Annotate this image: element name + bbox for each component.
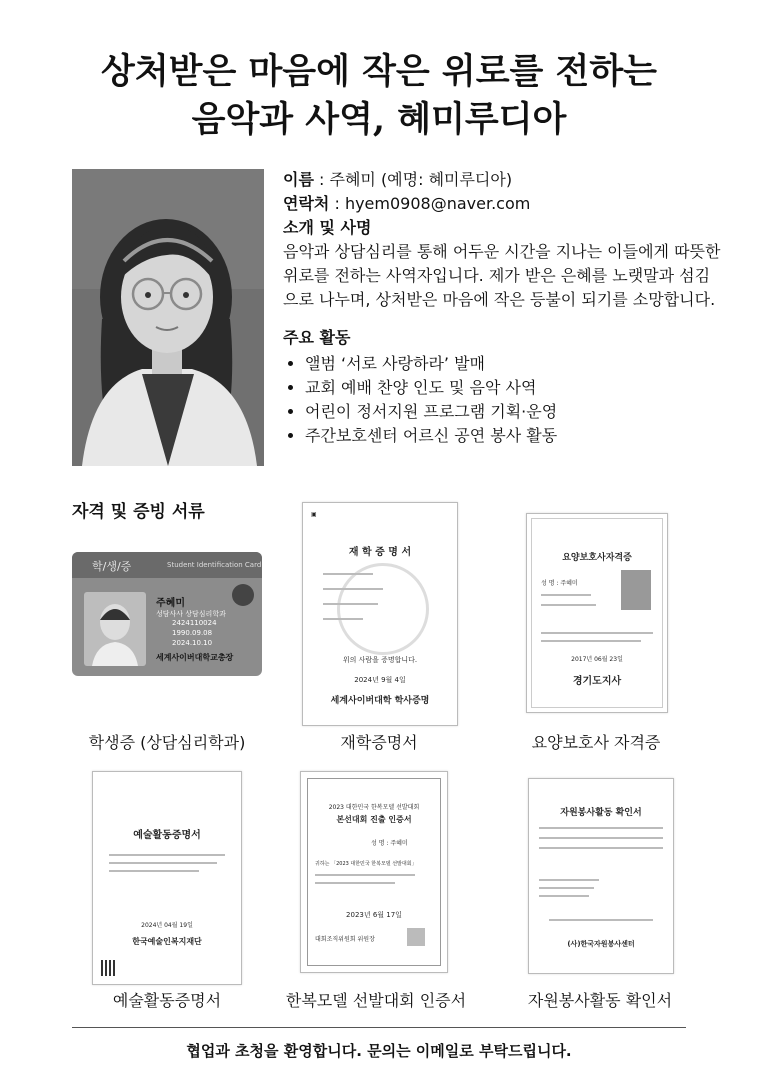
caption-enrollment: 재학증명서 <box>340 733 418 752</box>
name-label: 이름 <box>283 170 314 189</box>
art-activity-certificate <box>92 771 242 985</box>
name-row <box>283 168 723 192</box>
doc-body: 귀하는 「2023 대한민국 한복모델 선발대회」 <box>315 861 417 867</box>
activity-item: • 교회 예배 찬양 인도 및 음악 사역 <box>305 376 723 400</box>
footer-note: 협업과 초청을 환영합니다. 문의는 이메일로 부탁드립니다. <box>186 1042 572 1060</box>
card-photo <box>84 592 146 666</box>
contact-email[interactable]: : hyem0908@naver.com <box>329 194 531 213</box>
card-title: 학/생/증 <box>92 560 132 573</box>
doc-statement: 위의 사람을 증명합니다. <box>342 656 418 664</box>
doc-title: 요양보호사자격증 <box>562 553 632 563</box>
contact-label: 연락처 <box>283 194 330 213</box>
doc-issuer: 대회조직위원회 위원장 <box>315 936 375 943</box>
profile-section <box>283 168 723 448</box>
hanbok-model-certificate <box>300 771 448 973</box>
title-line-1: 상처받은 마음에 작은 위로를 전하는 <box>101 51 657 92</box>
card-school: 세계사이버대학교총장 <box>156 653 234 662</box>
student-id-card <box>72 552 262 676</box>
enrollment-certificate <box>302 502 458 726</box>
qr-code-icon <box>101 960 117 976</box>
doc-name: 성 명 : 주혜미 <box>541 580 578 587</box>
card-line: 1990.09.08 <box>172 629 213 637</box>
card-subtitle: Student Identification Card <box>167 561 262 569</box>
watermark-emblem-icon <box>337 563 429 655</box>
doc-date: 2024년 9월 4일 <box>354 676 406 684</box>
doc-issuer: 세계사이버대학 학사증명 <box>330 696 430 706</box>
caption-art-activity: 예술활동증명서 <box>112 991 222 1010</box>
activities-heading: 주요 활동 <box>283 328 351 347</box>
intro-heading: 소개 및 사명 <box>283 218 372 237</box>
page-title <box>0 48 758 144</box>
doc-date: 2017년 06월 23일 <box>571 656 623 663</box>
caption-volunteer: 자원봉사활동 확인서 <box>527 991 673 1010</box>
card-portrait-icon <box>84 592 146 666</box>
doc-title: 본선대회 진출 인증서 <box>336 814 412 824</box>
footer-divider <box>72 1027 686 1028</box>
doc-title: 예술활동증명서 <box>133 830 201 841</box>
volunteer-confirmation <box>528 778 674 974</box>
caption-caregiver: 요양보호사 자격증 <box>531 733 661 752</box>
license-photo <box>621 570 651 610</box>
profile-photo <box>72 169 264 466</box>
activity-item: • 앨범 ‘서로 사랑하라’ 발매 <box>305 352 723 376</box>
seal-stamp-icon <box>407 928 425 946</box>
activity-item: • 어린이 정서지원 프로그램 기획·운영 <box>305 400 723 424</box>
doc-issuer: 경기도지사 <box>572 676 622 687</box>
doc-header-line: ▣ <box>311 511 317 518</box>
title-line-2: 음악과 사역, 혜미루디아 <box>191 99 567 140</box>
school-emblem-icon <box>232 584 254 606</box>
card-line: 2424110024 <box>172 619 217 627</box>
documents-heading: 자격 및 증빙 서류 <box>72 502 205 522</box>
doc-title-top: 2023 대한민국 한복모델 선발대회 <box>328 804 420 811</box>
doc-title: 재 학 증 명 서 <box>348 547 412 558</box>
card-line: 성담사사 상담심리학과 <box>156 610 226 618</box>
activities-list <box>283 352 723 448</box>
doc-name: 성 명 : 주혜미 <box>371 840 408 847</box>
doc-title: 자원봉사활동 확인서 <box>560 808 642 818</box>
doc-issuer: (사)한국자원봉사센터 <box>567 940 635 948</box>
doc-date: 2023년 6월 17일 <box>346 911 402 919</box>
doc-issuer: 한국예술인복지재단 <box>132 937 202 946</box>
activity-item: • 주간보호센터 어르신 공연 봉사 활동 <box>305 424 723 448</box>
card-holder: 주혜미 <box>156 598 185 609</box>
caption-student-id: 학생증 (상담심리학과) <box>88 733 246 752</box>
card-line: 2024.10.10 <box>172 639 213 647</box>
doc-date: 2024년 04월 19일 <box>141 922 193 929</box>
intro-text: 음악과 상담심리를 통해 어두운 시간을 지나는 이들에게 따뜻한 위로를 전하는 사역자입니다. 제가 받은 은혜를 노랫말과 섬김으로 나누며, 상처받은 마음에 작은 등불이 되기를 소망합니다. <box>283 242 721 309</box>
contact-row <box>283 192 723 216</box>
caption-hanbok: 한복모델 선발대회 인증서 <box>285 991 467 1010</box>
portrait-illustration <box>72 169 264 466</box>
name-value: : 주혜미 (예명: 혜미루디아) <box>313 170 513 189</box>
caregiver-license <box>526 513 668 713</box>
